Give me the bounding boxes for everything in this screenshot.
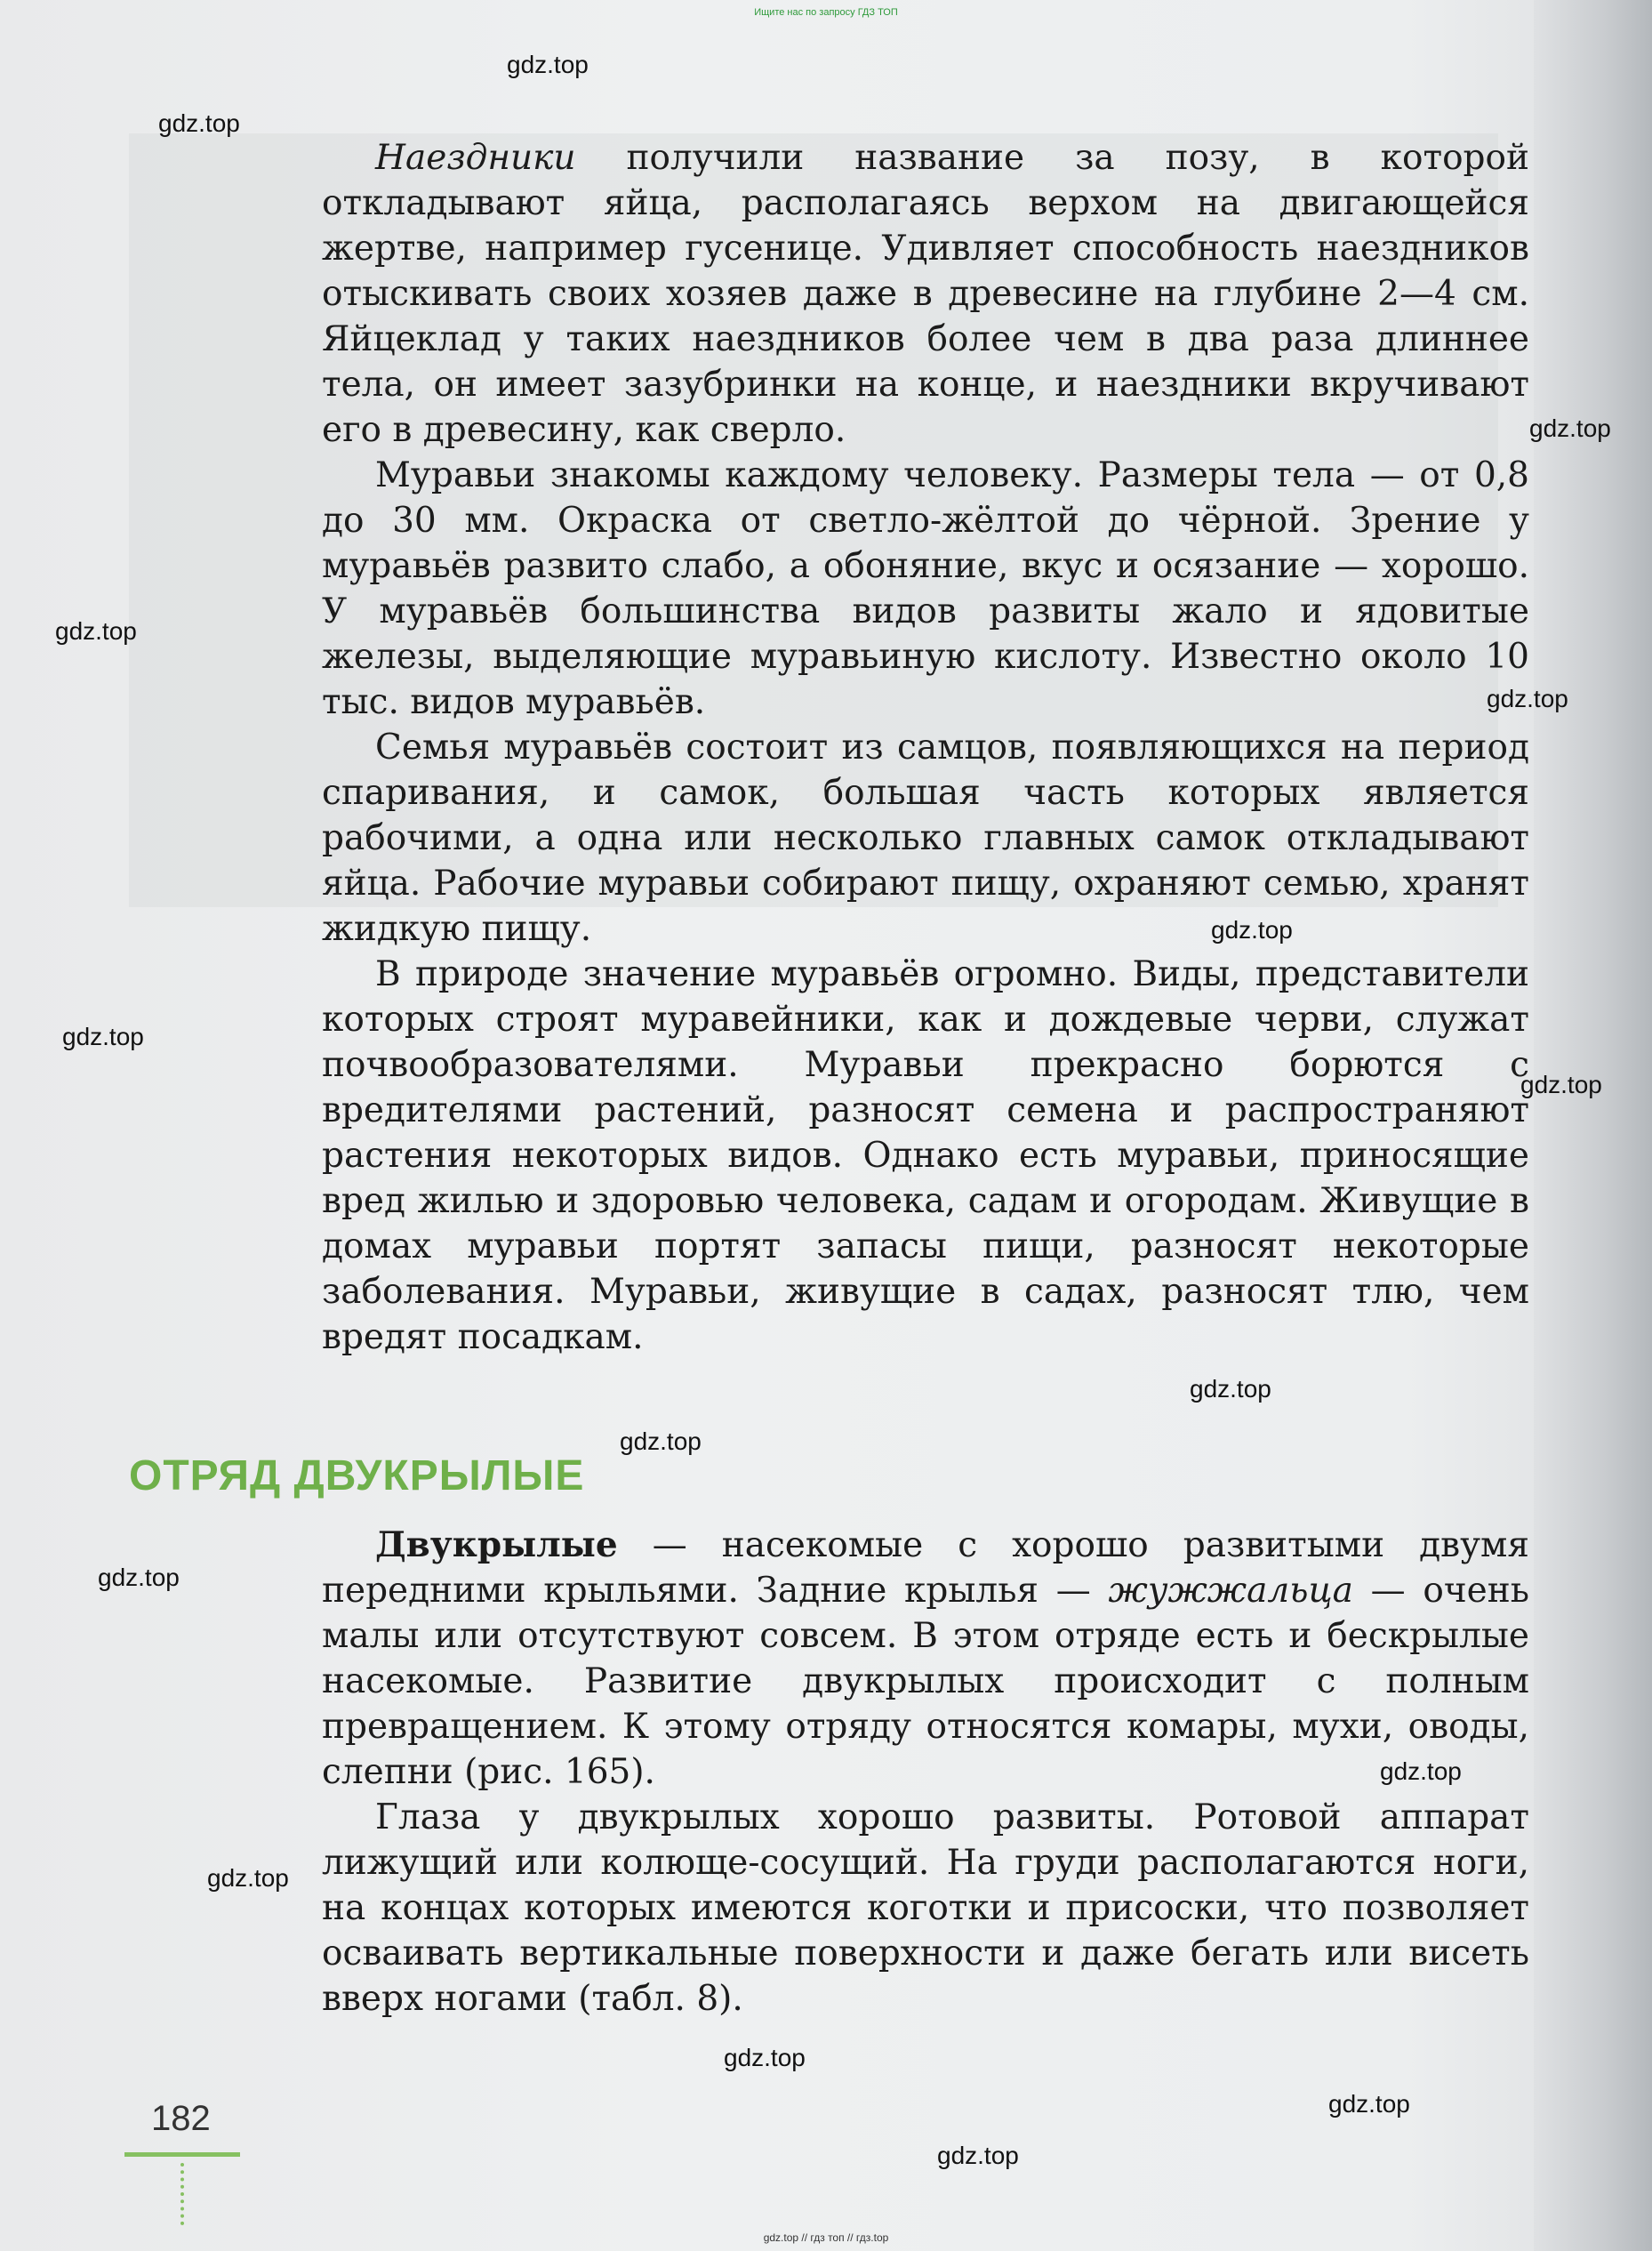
term-riders: Наездники bbox=[375, 138, 576, 178]
watermark: gdz.top bbox=[1529, 414, 1611, 442]
watermark: gdz.top bbox=[55, 617, 137, 645]
footer-note: gdz.top // гдз топ // гдз.top bbox=[763, 2231, 889, 2244]
watermark: gdz.top bbox=[724, 2044, 806, 2071]
term-halteres: жужжальца bbox=[1108, 1571, 1353, 1611]
watermark: gdz.top bbox=[1380, 1757, 1462, 1785]
watermark: gdz.top bbox=[1520, 1071, 1602, 1098]
watermark: gdz.top bbox=[98, 1564, 180, 1591]
paragraph-diptera-intro bbox=[322, 1523, 1529, 1795]
watermark: gdz.top bbox=[1328, 2090, 1410, 2118]
paragraph-ants-intro: Муравьи знакомы каждому человеку. Размеры тела — от 0,8 до 30 мм. Окраска от светло-жёлтой до чёрной. Зрение у муравьёв развито слабо, а обоняние, вкус и осязание — хорошо. У муравьёв большинства видов развиты жало и ядовитые железы, выделяющие муравьиную кислоту. Известно около 10 тыс. видов муравьёв. bbox=[322, 455, 1529, 722]
watermark: gdz.top bbox=[158, 109, 240, 137]
watermark: gdz.top bbox=[507, 51, 589, 78]
diptera-text-b: — очень малы или отсутствуют совсем. В этом отряде есть и бескрылые насекомые. Развитие двукрылых происходит с полным превращением. К этому отряду относятся комары, мухи, оводы, слепни (рис. 165). bbox=[322, 1571, 1529, 1792]
text-block-diptera bbox=[322, 1523, 1529, 2022]
watermark: gdz.top bbox=[207, 1864, 289, 1892]
watermark: gdz.top bbox=[62, 1023, 144, 1050]
term-diptera: Двукрылые bbox=[375, 1524, 618, 1565]
watermark: gdz.top bbox=[620, 1427, 702, 1455]
watermark: gdz.top bbox=[1190, 1375, 1271, 1403]
page-number: 182 bbox=[151, 2099, 211, 2138]
page-edge-shadow bbox=[1534, 0, 1652, 2251]
text-block-ants bbox=[322, 135, 1529, 1360]
watermark: gdz.top bbox=[1487, 685, 1568, 712]
paragraph-diptera-eyes: Глаза у двукрылых хорошо развиты. Ротовой аппарат лижущий или колюще-сосущий. На груди располагаются ноги, на концах которых имеются коготки и присоски, что позволяет осваивать вертикальные поверхности и даже бегать или висеть вверх ногами (табл. 8). bbox=[322, 1797, 1529, 2019]
paragraph-riders-text: получили название за позу, в которой откладывают яйца, располагаясь верхом на двигающейся жертве, например гусенице. Удивляет способность наездников отыскивать своих хозяев даже в древесине на глубине 2—4 см. Яйцеклад у таких наездников более чем в два раза длиннее тела, он имеет зазубринки на конце, и наездники вкручивают его в древесину, как сверло. bbox=[322, 138, 1529, 450]
paragraph-ant-family: Семья муравьёв состоит из самцов, появляющихся на период спаривания, и самок, большая часть которых является рабочими, а одна или несколько главных самок откладывают яйца. Рабочие муравьи собирают пищу, охраняют семью, хранят жидкую пищу. bbox=[322, 728, 1529, 949]
watermark: gdz.top bbox=[937, 2142, 1019, 2169]
section-heading: ОТРЯД ДВУКРЫЛЫЕ bbox=[129, 1452, 585, 1499]
page-number-underline bbox=[124, 2152, 240, 2157]
diptera-text-a: — насекомые с хорошо развитыми двумя передними крыльями. Задние крылья — bbox=[322, 1525, 1529, 1611]
header-note: Ищите нас по запросу ГДЗ ТОП bbox=[754, 7, 898, 18]
page-number-dotted-line bbox=[180, 2163, 184, 2225]
watermark: gdz.top bbox=[1211, 916, 1293, 944]
paragraph-ant-importance: В природе значение муравьёв огромно. Виды, представители которых строят муравейники, как и дождевые черви, служат почвообразователями. Муравьи прекрасно борются с вредителями растений, разносят семена и распространяют растения некоторых видов. Однако есть муравьи, приносящие вред жилью и здоровью человека, садам и огородам. Живущие в домах муравьи портят запасы пищи, разносят некоторые заболевания. Муравьи, живущие в садах, разносят тлю, чем вредят посадкам. bbox=[322, 954, 1529, 1357]
paragraph-riders bbox=[322, 135, 1529, 453]
